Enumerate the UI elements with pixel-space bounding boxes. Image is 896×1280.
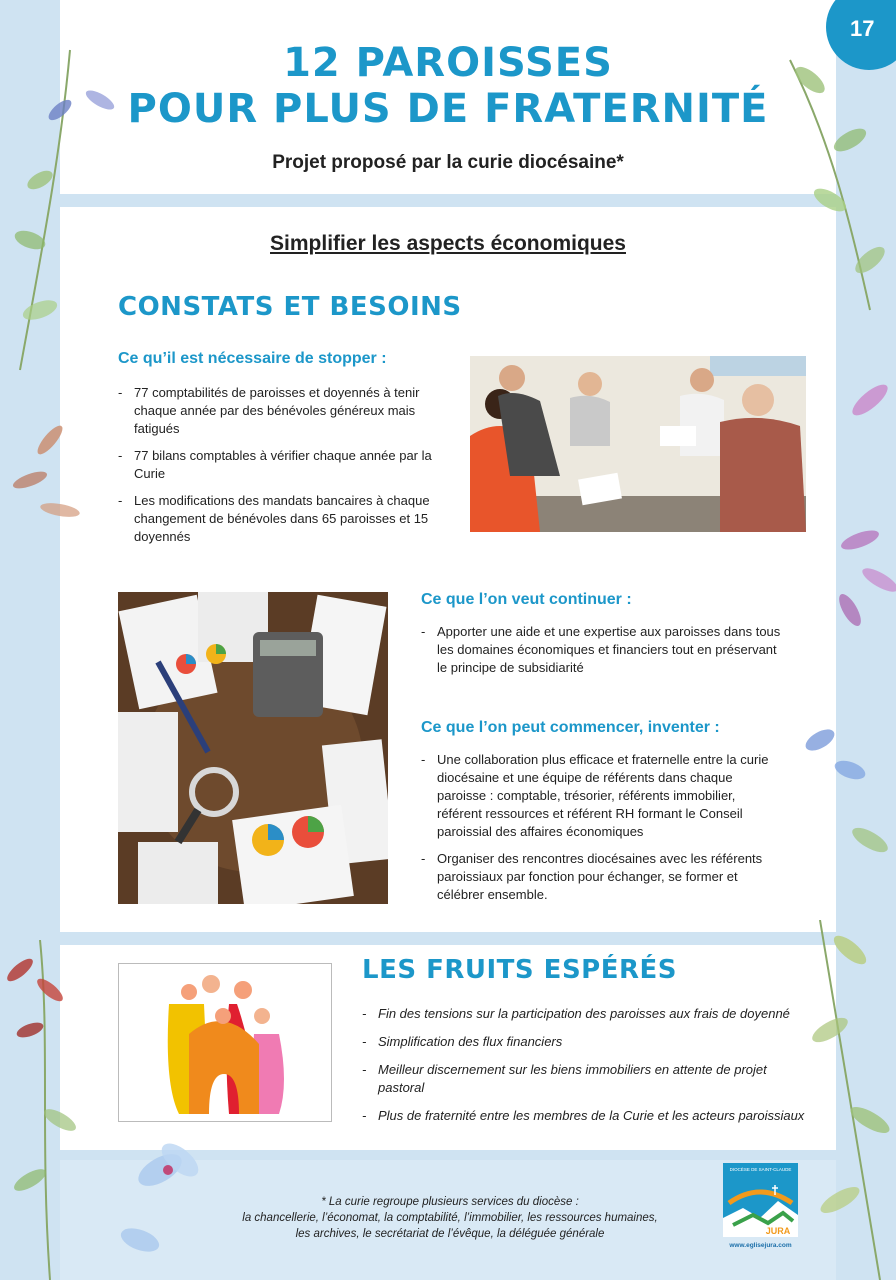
list-item: - Organiser des rencontres diocésaines avec les référents paroissiaux par fonction pour échanger, se former et célébrer ensemble.: [421, 850, 783, 904]
fruits-list: [362, 1005, 807, 1135]
meeting-photo: [470, 356, 806, 532]
title-line-1: 12 PAROISSES: [283, 40, 613, 86]
commencer-list: [421, 751, 783, 913]
list-item: - 77 comptabilités de paroisses et doyennés à tenir chaque année par des bénévoles généreux mais fatigués: [118, 384, 448, 438]
leaf-decoration-bottom-right: [800, 920, 896, 1280]
logo-url[interactable]: www.eglisejura.com: [729, 1242, 792, 1249]
stop-list: [118, 384, 448, 555]
list-item: - Fin des tensions sur la participation des paroisses aux frais de doyenné: [362, 1005, 807, 1023]
people-illustration: [118, 963, 332, 1122]
title-line-2: POUR PLUS DE FRATERNITÉ: [127, 86, 769, 132]
footnote-line-3: les archives, le secrétariat de l’évêque, la déléguée générale: [295, 1228, 605, 1240]
fruits-heading: LES FRUITS ESPÉRÉS: [362, 955, 677, 985]
commencer-heading: Ce que l’on peut commencer, inventer :: [421, 719, 720, 736]
leaf-decoration-bottom-left: [0, 940, 120, 1280]
page-subtitle: Projet proposé par la curie diocésaine*: [272, 152, 624, 173]
section-title: Simplifier les aspects économiques: [270, 232, 626, 255]
list-item: - Les modifications des mandats bancaires à chaque changement de bénévoles dans 65 paroisses et 15 doyennés: [118, 492, 448, 546]
page-number: 17: [850, 16, 875, 41]
list-item: - Simplification des flux financiers: [362, 1033, 807, 1051]
footnote-line-2: la chancellerie, l’économat, la comptabilité, l’immobilier, les ressources humaines,: [242, 1212, 658, 1224]
footnote: [180, 1194, 720, 1242]
economy-illustration: [118, 592, 388, 904]
footnote-line-1: * La curie regroupe plusieurs services du diocèse :: [321, 1196, 579, 1208]
diocese-logo[interactable]: [723, 1163, 798, 1251]
list-item: - Meilleur discernement sur les biens immobiliers en attente de projet pastoral: [362, 1061, 807, 1097]
list-item: - Plus de fraternité entre les membres de la Curie et les acteurs paroissiaux: [362, 1107, 807, 1125]
list-item: - Apporter une aide et une expertise aux paroisses dans tous les domaines économiques et financiers tout en préservant le principe de subsidiarité: [421, 623, 783, 677]
list-item: - Une collaboration plus efficace et fraternelle entre la curie diocésaine et une équipe de référents dans chaque paroisse : comptable, trésorier, référents immobilier, référent ressources et référent RH formant le Conseil paroissial des affaires économiques: [421, 751, 783, 841]
logo-top-text: DIOCÈSE DE SAINT-CLAUDE: [729, 1167, 792, 1172]
page-title: [0, 40, 896, 132]
constats-heading: CONSTATS ET BESOINS: [118, 292, 462, 322]
logo-name: JURA: [765, 1226, 791, 1236]
stop-heading: Ce qu’il est nécessaire de stopper :: [118, 350, 387, 367]
flower-decoration-right: [800, 360, 896, 900]
continuer-heading: Ce que l’on veut continuer :: [421, 591, 632, 608]
continuer-list: [421, 623, 783, 686]
list-item: - 77 bilans comptables à vérifier chaque année par la Curie: [118, 447, 448, 483]
